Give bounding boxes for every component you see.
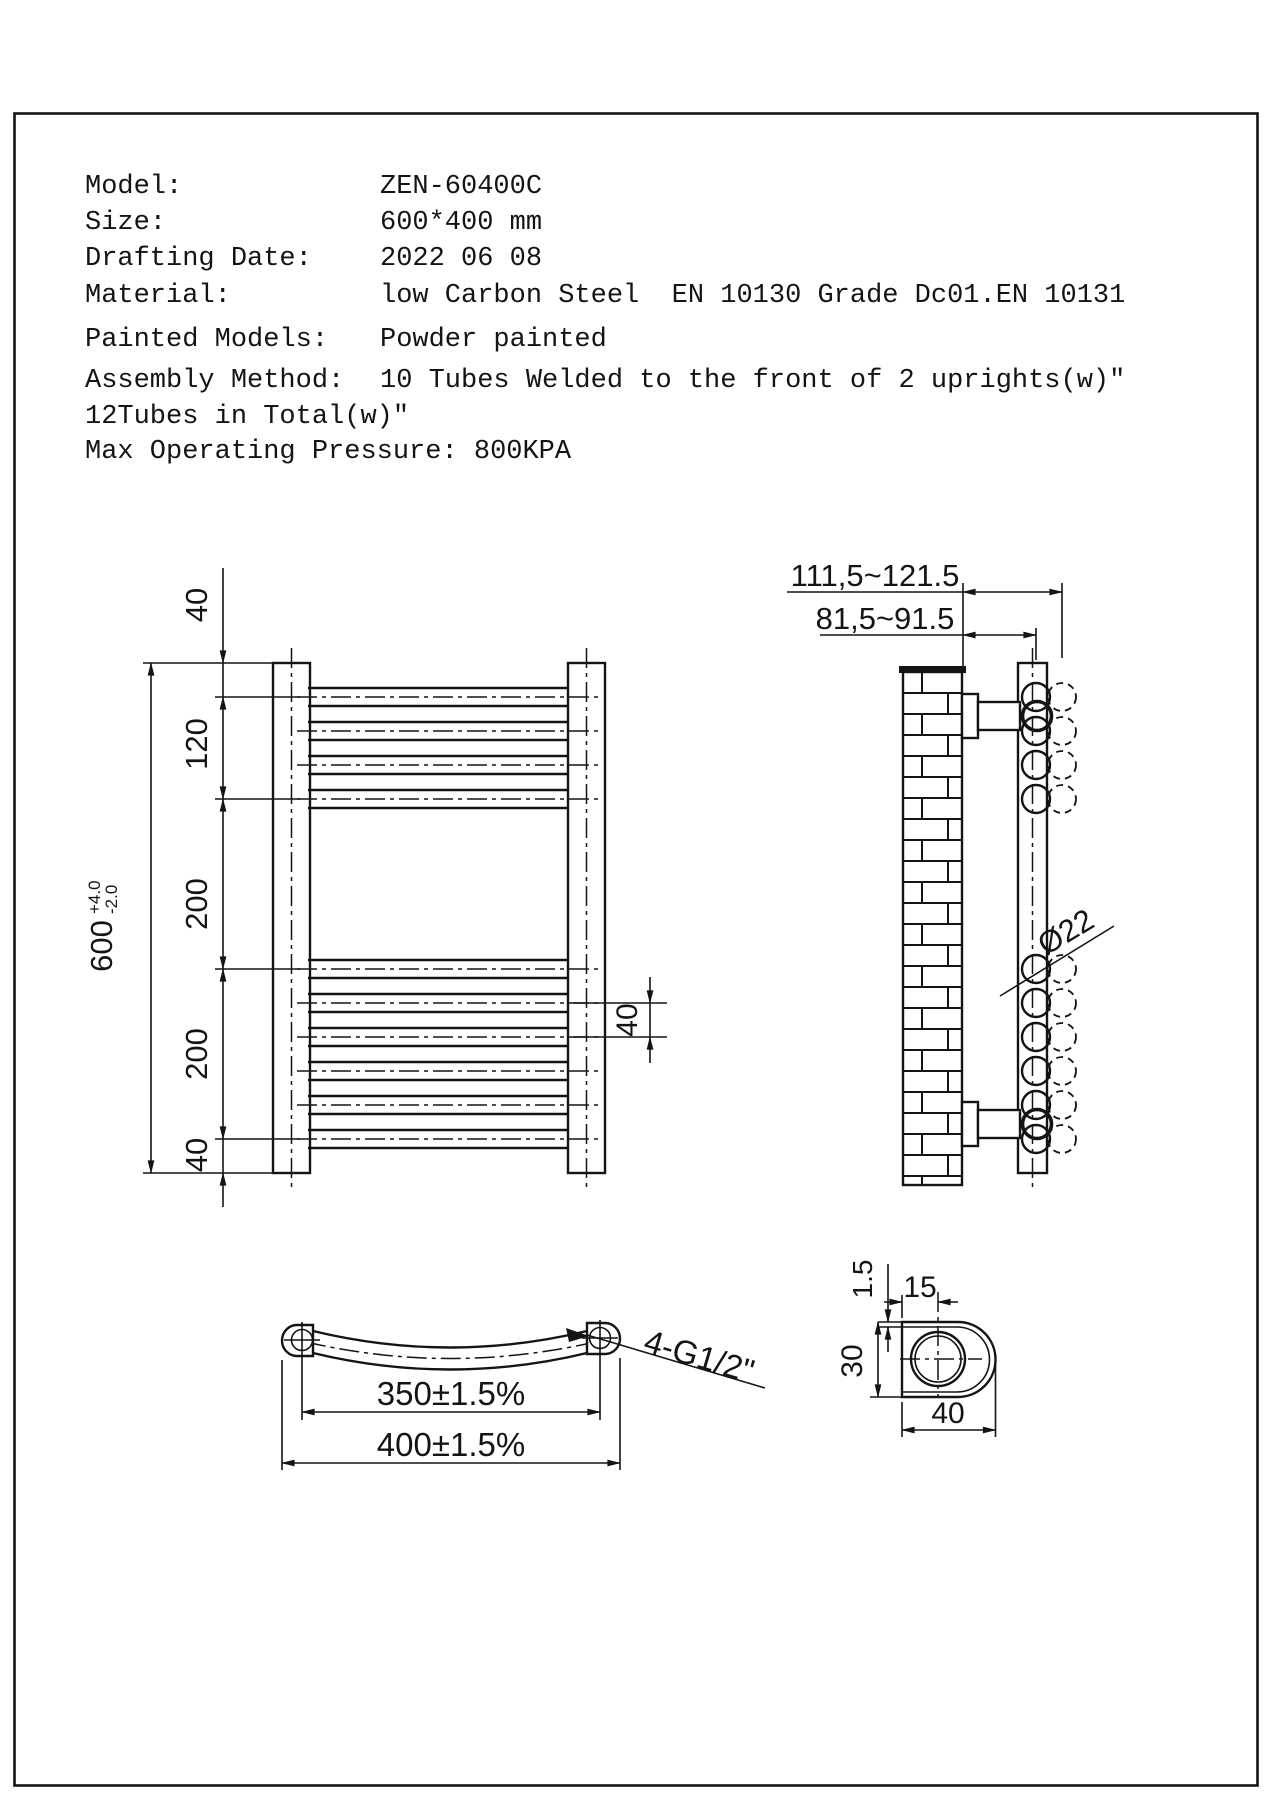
assembly-label: Assembly Method: [85, 366, 345, 396]
side-dim-tube-diameter: Ø22 [1031, 901, 1100, 963]
plan-dim-centers: 350±1.5% [376, 1375, 526, 1412]
model-label: Model: [85, 172, 183, 202]
wall-section [903, 672, 962, 1185]
bracket-dim-hole-offset: 15 [903, 1271, 937, 1304]
wall-bracket-bottom [962, 1102, 1020, 1146]
front-dim-tube-pitch: 40 [611, 1003, 644, 1037]
side-view [787, 558, 1114, 1188]
front-dim-gap-lower: 200 [179, 1028, 214, 1080]
date-value: 2022 06 08 [380, 244, 543, 274]
front-tube [297, 688, 601, 706]
date-label: Drafting Date: [85, 244, 312, 274]
front-tube [297, 1130, 601, 1148]
wall-top-cap [899, 666, 966, 673]
front-tube [297, 790, 601, 808]
bracket-dim-thickness: 1.5 [847, 1259, 878, 1299]
front-tube [297, 722, 601, 740]
front-dim-tol-plus: +4.0 [85, 880, 104, 914]
front-dim-top-group: 120 [179, 718, 214, 770]
max-pressure-note: Max Operating Pressure: 800KPA [85, 437, 572, 467]
sheet-border [15, 114, 1258, 1786]
front-view [84, 568, 667, 1207]
material-label: Material: [85, 281, 231, 311]
front-tube [297, 1028, 601, 1046]
bracket-dim-width: 40 [931, 1397, 965, 1430]
front-dim-bottom-offset: 40 [179, 1137, 214, 1173]
side-dim-wall-to-center: 81,5~91.5 [815, 601, 955, 636]
plan-view [282, 1320, 765, 1470]
assembly-value: 10 Tubes Welded to the front of 2 uprights(w)" [380, 366, 1126, 396]
front-dim-overall [84, 880, 121, 971]
tube-arc-inner [313, 1353, 587, 1370]
size-label: Size: [85, 208, 167, 238]
plan-dim-overall: 400±1.5% [376, 1426, 526, 1463]
front-tube [297, 1096, 601, 1114]
side-dim-wall-to-front: 111,5~121.5 [790, 558, 960, 593]
paint-label: Painted Models: [85, 325, 329, 355]
thread-leader-arrow [566, 1328, 589, 1342]
wall-bracket-top [962, 694, 1020, 738]
front-tube [297, 960, 601, 978]
front-dim-gap-upper: 200 [179, 878, 214, 930]
size-value: 600*400 mm [380, 208, 543, 238]
plan-thread-label: 4-G1/2" [640, 1322, 759, 1390]
tubes-total-note: 12Tubes in Total(w)" [85, 402, 410, 432]
front-dim-tol-minus: -2.0 [102, 884, 121, 914]
front-dim-top-offset: 40 [179, 587, 214, 623]
svg-text:600: 600 [84, 920, 119, 972]
bracket-dim-height: 30 [836, 1344, 869, 1378]
paint-value: Powder painted [380, 325, 607, 355]
front-tube [297, 756, 601, 774]
model-value: ZEN-60400C [380, 172, 543, 202]
tube-arc-centerline [306, 1342, 595, 1359]
material-value: low Carbon Steel EN 10130 Grade Dc01.EN 10131 [380, 281, 1126, 311]
front-tube [297, 1062, 601, 1080]
plan-bracket-right [582, 1320, 620, 1356]
bracket-detail [836, 1260, 996, 1437]
tube-arc-outer [313, 1331, 587, 1348]
front-tube [297, 994, 601, 1012]
